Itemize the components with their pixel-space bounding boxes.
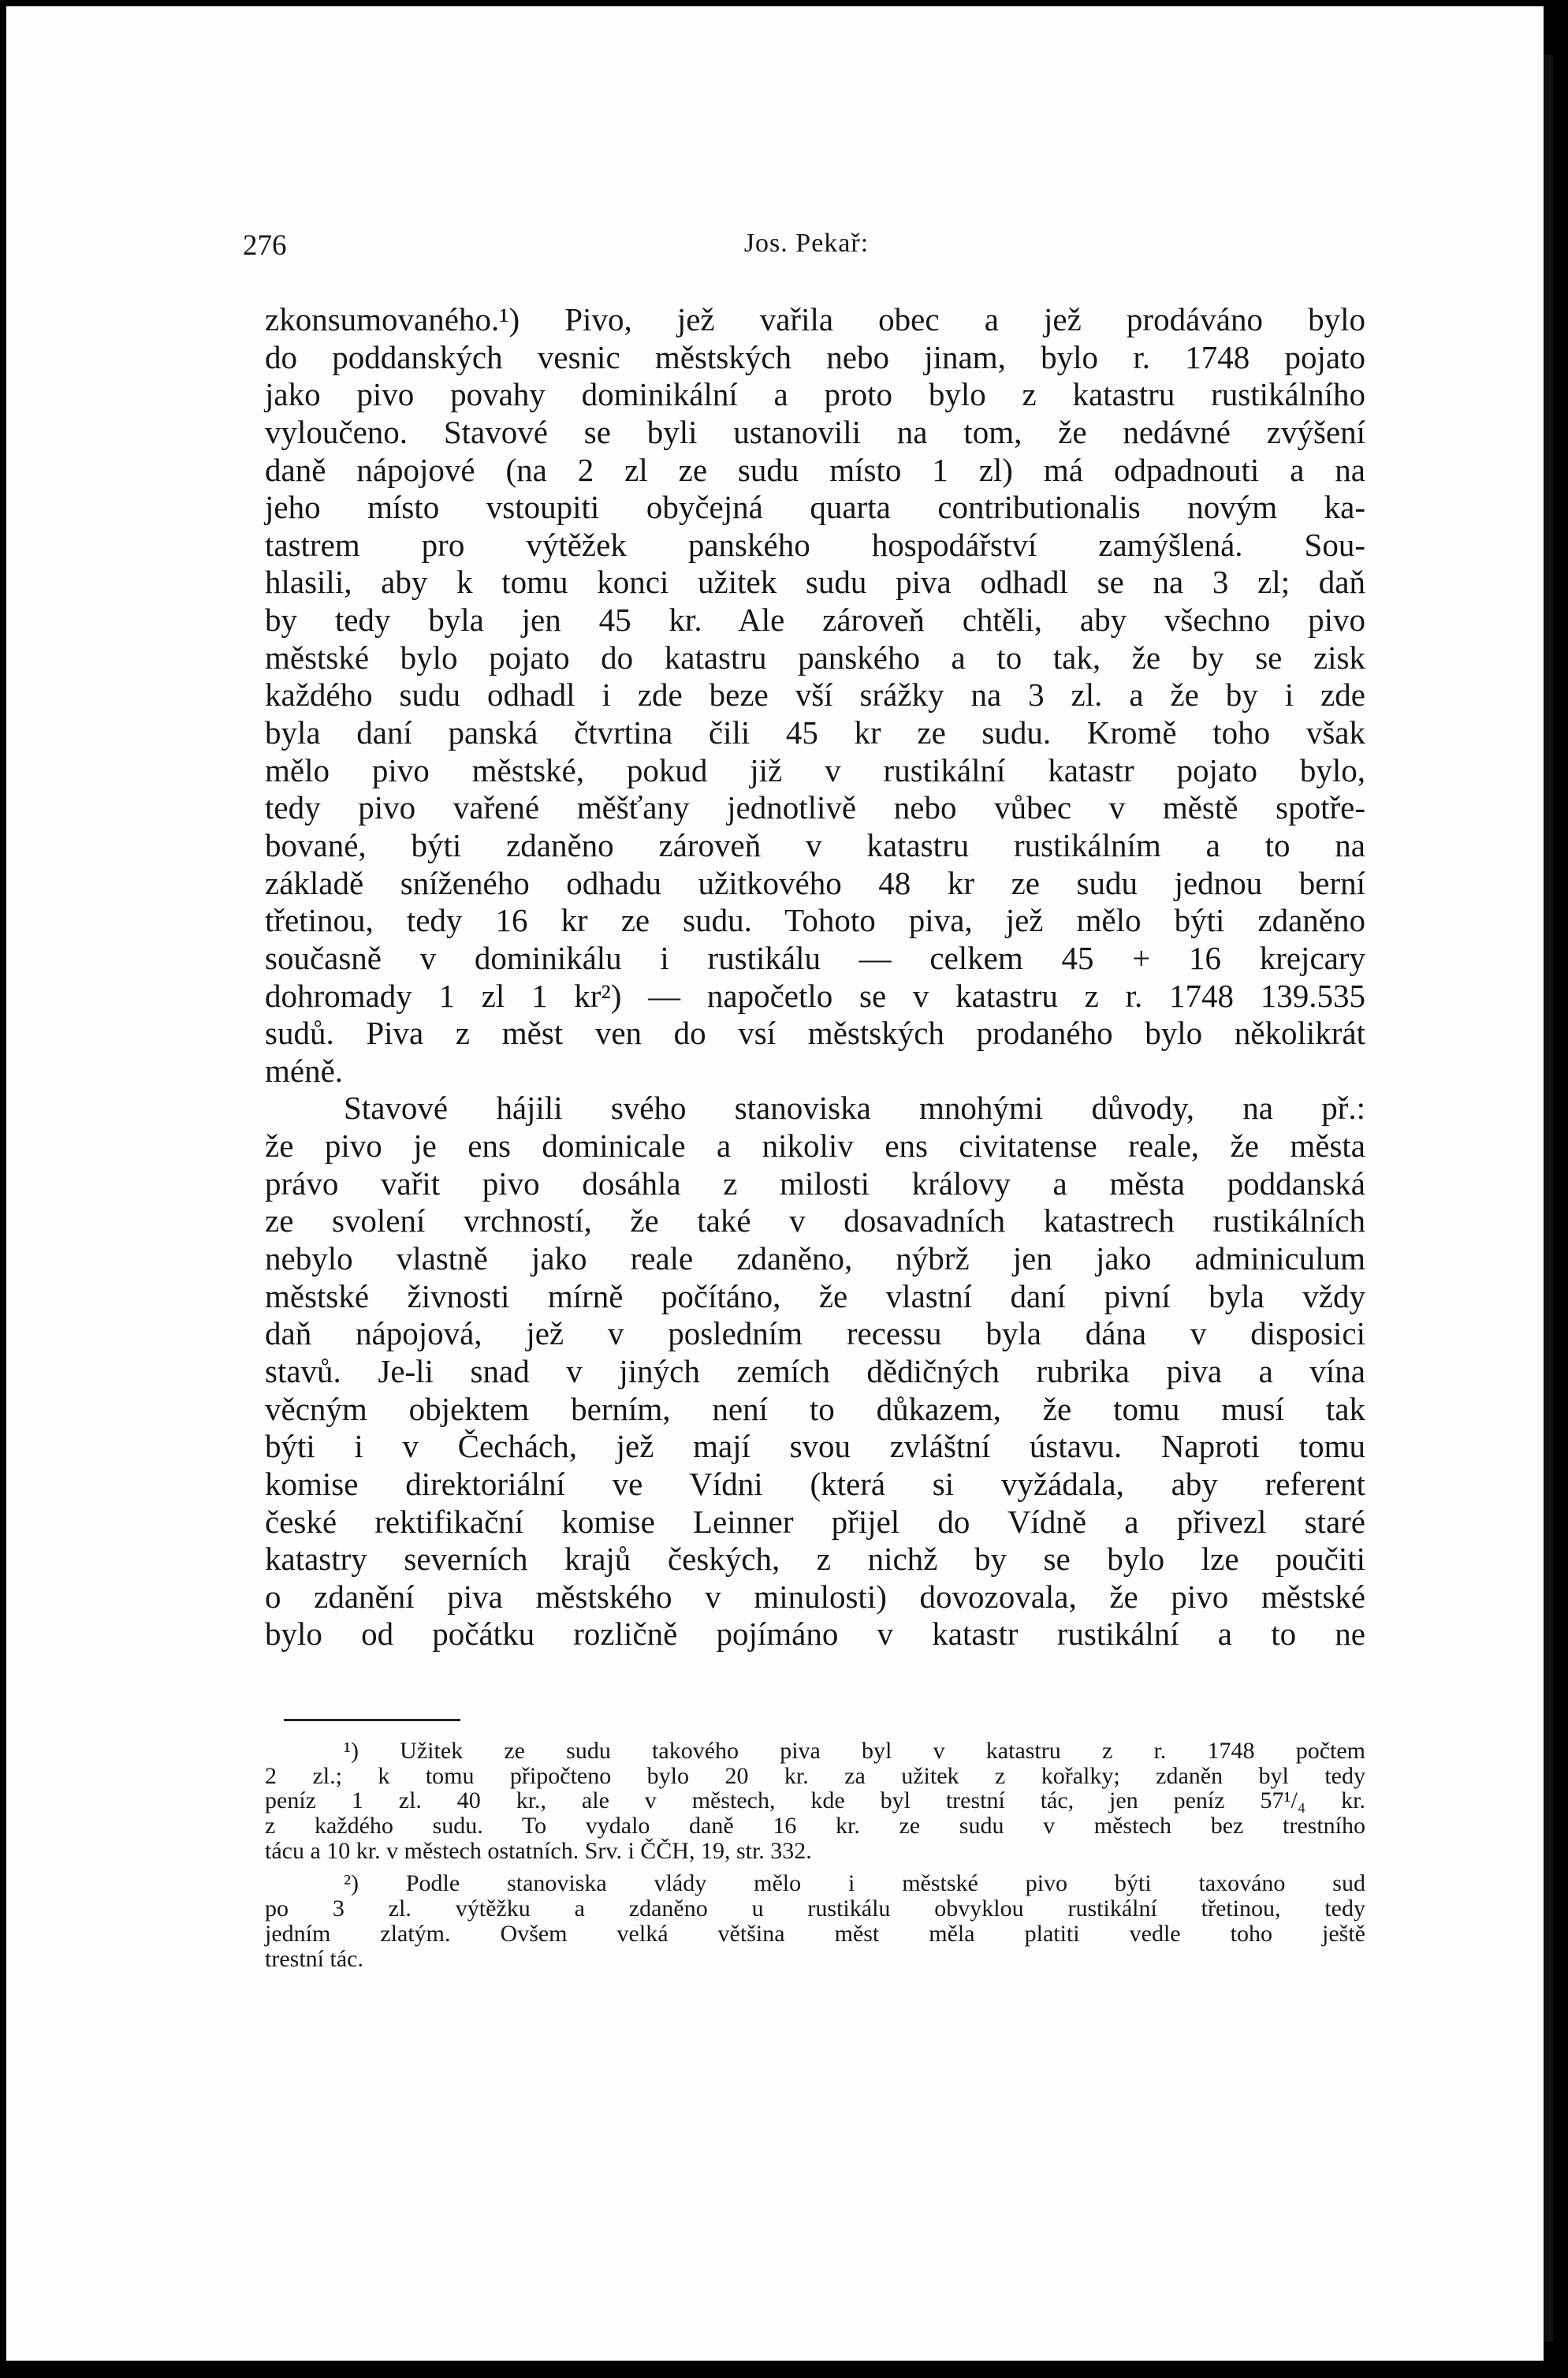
footnote-line: peníz 1 zl. 40 kr., ale v městech, kde byl trestní tác, jen peníz 57¹/₄ kr. — [265, 1787, 1365, 1814]
text-line: do poddanských vesnic městských nebo jinam, bylo r. 1748 pojato — [265, 338, 1365, 375]
scan-edge — [1544, 55, 1553, 2342]
text-line: daň nápojová, jež v posledním recessu byla dána v disposici — [265, 1315, 1365, 1352]
text-line: tedy pivo vařené měšťany jednotlivě nebo vůbec v městě spotře- — [265, 789, 1365, 826]
text-line: zkonsumovaného.¹) Pivo, jež vařila obec a jež prodáváno bylo — [265, 301, 1365, 337]
text-line: nebylo vlastně jako reale zdaněno, nýbrž jen jako adminiculum — [265, 1240, 1365, 1277]
text-line: městské živnosti mírně počítáno, že vlastní daní pivní byla vždy — [265, 1277, 1365, 1314]
text-line: vyloučeno. Stavové se byli ustanovili na tom, že nedávné zvýšení — [265, 413, 1365, 450]
text-line: hlasili, aby k tomu konci užitek sudu piva odhadl se na 3 zl; daň — [265, 564, 1365, 601]
page-header — [243, 229, 1370, 268]
text-line: Stavové hájili svého stanoviska mnohými důvody, na př.: — [344, 1090, 1365, 1127]
footnote-line: trestní tác. — [265, 1945, 363, 1972]
text-line: sudů. Piva z měst ven do vsí městských prodaného bylo několikrát — [265, 1015, 1365, 1052]
page-number: 276 — [243, 229, 287, 262]
text-line: katastry severních krajů českých, z nichž by se bylo lze poučiti — [265, 1541, 1365, 1578]
text-line: méně. — [265, 1052, 344, 1089]
text-line: jeho místo vstoupiti obyčejná quarta contributionalis novým ka- — [265, 489, 1365, 526]
text-line: stavů. Je-li snad v jiných zemích dědičných rubrika piva a vína — [265, 1352, 1365, 1389]
text-line: jako pivo povahy dominikální a proto bylo z katastru rustikálního — [265, 376, 1365, 413]
text-line: bované, býti zdaněno zároveň v katastru rustikálním a to na — [265, 826, 1365, 863]
footnote-line: z každého sudu. To vydalo daně 16 kr. ze sudu v městech bez trestního — [265, 1813, 1365, 1839]
text-line: by tedy byla jen 45 kr. Ale zároveň chtěli, aby všechno pivo — [265, 602, 1365, 639]
footnote-line: tácu a 10 kr. v městech ostatních. Srv. i ČČH, 19, str. 332. — [265, 1837, 812, 1864]
text-line: každého sudu odhadl i zde beze vší srážky na 3 zl. a že by i zde — [265, 676, 1365, 714]
footnote-line: po 3 zl. výtěžku a zdaněno u rustikálu obvyklou rustikální třetinou, tedy — [265, 1895, 1365, 1922]
text-line: městské bylo pojato do katastru panského a to tak, že by se zisk — [265, 639, 1365, 676]
text-line: věcným objektem berním, není to důkazem, že tomu musí tak — [265, 1390, 1365, 1427]
text-line: býti i v Čechách, jež mají svou zvláštní ústavu. Naproti tomu — [265, 1428, 1365, 1465]
body-text — [265, 301, 1365, 1653]
footnote-line: ²) Podle stanoviska vlády mělo i městské pivo býti taxováno sud — [344, 1870, 1365, 1897]
text-line: současně v dominikálu i rustikálu — celkem 45 + 16 krejcary — [265, 939, 1365, 976]
text-line: právo vařit pivo dosáhla z milosti královy a města poddanská — [265, 1165, 1365, 1202]
text-line: bylo od počátku rozličně pojímáno v katastr rustikální a to ne — [265, 1616, 1365, 1653]
footnote-line: jedním zlatým. Ovšem velká většina měst měla platiti vedle toho ještě — [265, 1920, 1365, 1947]
running-head: Jos. Pekař: — [743, 229, 870, 258]
footnote-2 — [265, 1871, 1365, 1971]
text-line: o zdanění piva městského v minulosti) dovozovala, že pivo městské — [265, 1578, 1365, 1615]
text-line: ze svolení vrchností, že také v dosavadních katastrech rustikálních — [265, 1202, 1365, 1239]
text-line: daně nápojové (na 2 zl ze sudu místo 1 zl) má odpadnouti a na — [265, 451, 1365, 488]
text-line: tastrem pro výtěžek panského hospodářství zamýšlená. Sou- — [265, 526, 1365, 563]
footnotes — [265, 1739, 1365, 1971]
paragraph-1 — [265, 301, 1365, 1090]
text-line: byla daní panská čtvrtina čili 45 kr ze sudu. Kromě toho však — [265, 714, 1365, 751]
text-line: dohromady 1 zl 1 kr²) — napočetlo se v katastru z r. 1748 139.535 — [265, 977, 1365, 1014]
text-line: mělo pivo městské, pokud již v rustikální katastr pojato bylo, — [265, 751, 1365, 788]
footnote-line: ¹) Užitek ze sudu takového piva byl v katastru z r. 1748 počtem — [344, 1738, 1365, 1764]
text-line: základě sníženého odhadu užitkového 48 kr ze sudu jednou berní — [265, 864, 1365, 901]
paragraph-2 — [265, 1090, 1365, 1653]
footnote-1 — [265, 1739, 1365, 1863]
text-line: že pivo je ens dominicale a nikoliv ens civitatense reale, že města — [265, 1128, 1365, 1165]
text-line: komise direktoriální ve Vídni (která si vyžádala, aby referent — [265, 1465, 1365, 1502]
text-line: třetinou, tedy 16 kr ze sudu. Tohoto piva, jež mělo býti zdaněno — [265, 902, 1365, 939]
text-line: české rektifikační komise Leinner přijel do Vídně a přivezl staré — [265, 1503, 1365, 1540]
footnote-line: 2 zl.; k tomu připočteno bylo 20 kr. za užitek z kořalky; zdaněn byl tedy — [265, 1762, 1365, 1789]
footnote-divider — [284, 1719, 460, 1721]
